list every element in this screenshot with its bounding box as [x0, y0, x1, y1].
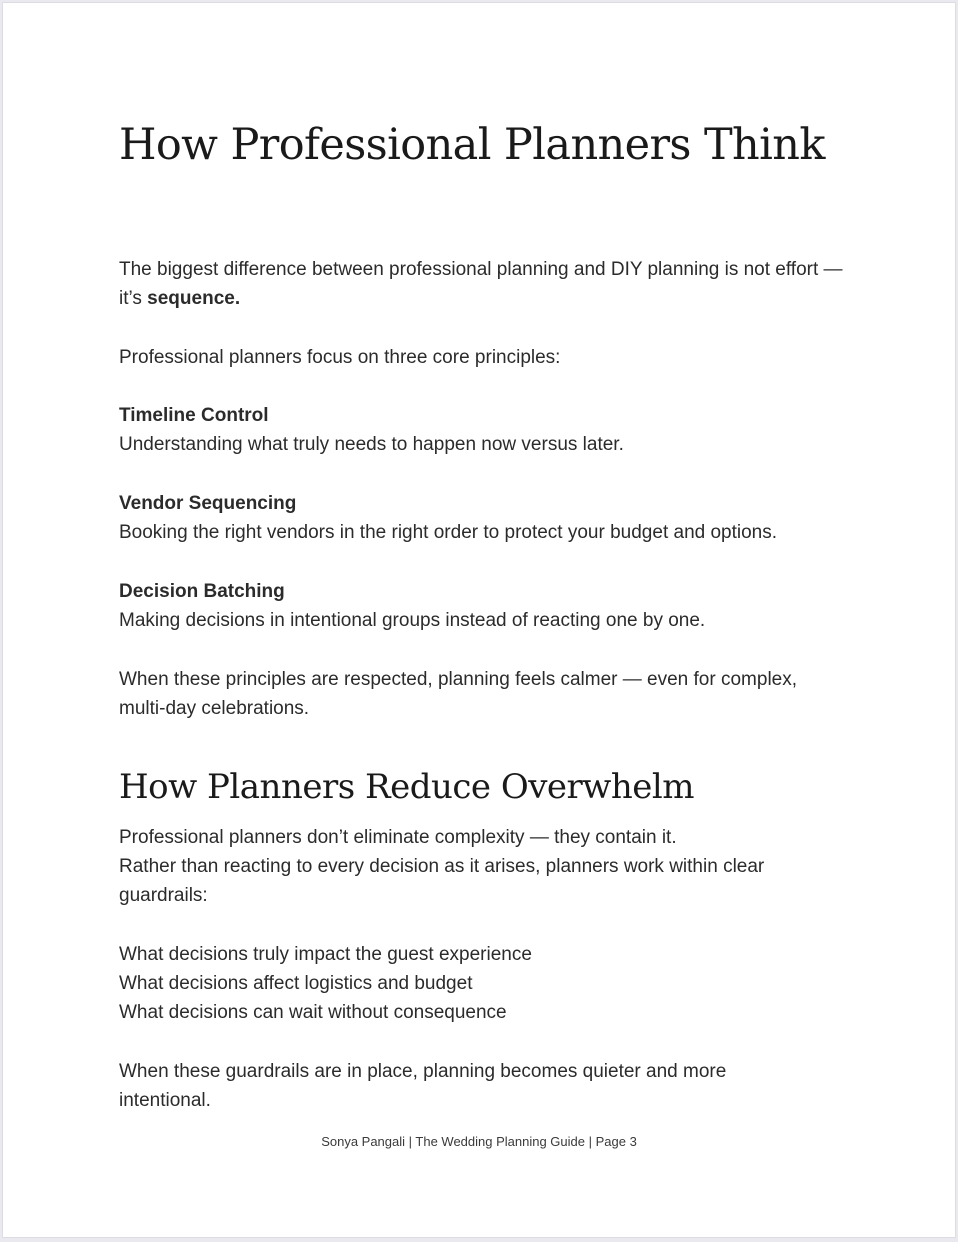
intro-emphasis: sequence.	[147, 288, 241, 309]
principle-body: Understanding what truly needs to happen now versus later.	[119, 434, 624, 455]
page-title: How Professional Planners Think	[119, 120, 825, 170]
list-item: What decisions can wait without consequence	[119, 1002, 507, 1023]
overwhelm-paragraph: Professional planners don’t eliminate complexity — they contain it. Rather than reacting to every decision as it arises, planners work within clear guardrails:	[119, 827, 765, 906]
principle-body: Booking the right vendors in the right order to protect your budget and options.	[119, 522, 778, 543]
closing-paragraph: When these guardrails are in place, planning becomes quieter and more intentional.	[119, 1061, 727, 1111]
principle-decision-batching	[119, 577, 879, 635]
principle-heading: Vendor Sequencing	[119, 493, 297, 514]
principles-intro: Professional planners focus on three core principles:	[119, 347, 561, 368]
intro-line-1: The biggest difference between professional planning and DIY planning is not effort —	[119, 259, 843, 280]
document-page	[2, 2, 956, 1238]
list-item: What decisions truly impact the guest experience	[119, 944, 532, 965]
intro-line-2	[119, 284, 879, 313]
principle-heading: Timeline Control	[119, 405, 269, 426]
principle-body: Making decisions in intentional groups instead of reacting one by one.	[119, 610, 706, 631]
page-footer: Sonya Pangali | The Wedding Planning Guide | Page 3	[321, 1134, 637, 1149]
intro-paragraph	[119, 255, 879, 313]
principle-vendor-sequencing	[119, 489, 879, 547]
guardrails-list	[119, 940, 879, 1027]
intro-line-2-prefix: it’s	[119, 288, 148, 309]
principle-heading: Decision Batching	[119, 581, 285, 602]
principles-outro: When these principles are respected, planning feels calmer — even for complex, multi-day celebrations.	[119, 669, 798, 719]
list-item: What decisions affect logistics and budget	[119, 973, 473, 994]
principle-timeline-control	[119, 401, 879, 459]
section-title-reduce-overwhelm: How Planners Reduce Overwhelm	[119, 767, 695, 807]
